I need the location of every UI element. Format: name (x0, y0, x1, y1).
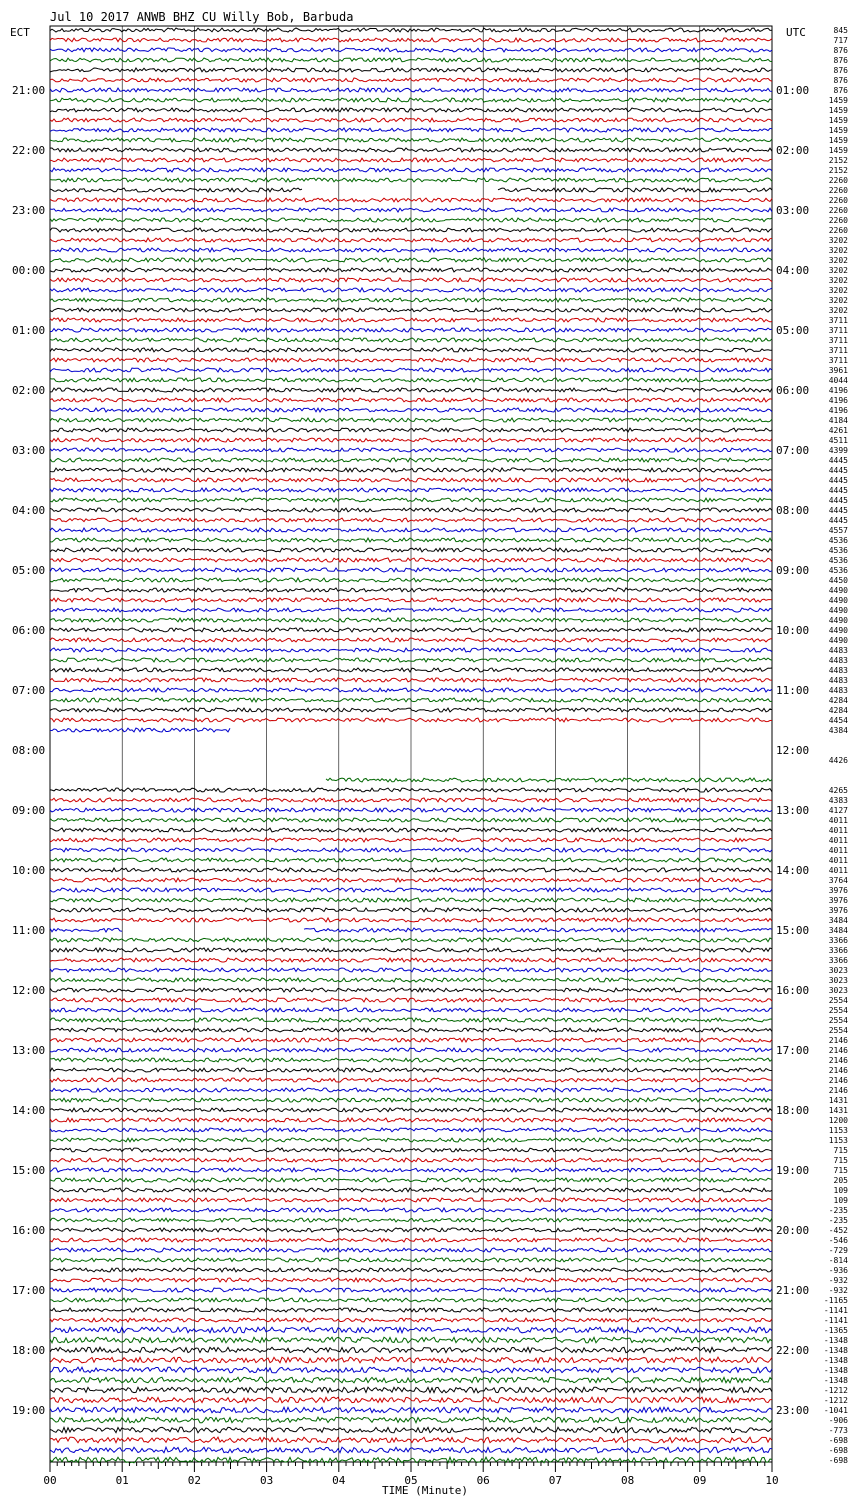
left-hour-label: 03:00 (12, 444, 46, 457)
trace-offset-label: 3484 (828, 926, 848, 935)
trace-offset-label: 4483 (828, 676, 848, 685)
trace-offset-label: 4511 (828, 436, 848, 445)
trace-offset-label: -452 (828, 1226, 848, 1235)
trace-offset-label: 3202 (828, 236, 848, 245)
trace-offset-label: 2146 (828, 1086, 848, 1095)
right-hour-label: 16:00 (776, 984, 810, 997)
right-hour-label: 01:00 (776, 84, 810, 97)
trace-offset-label: 4196 (828, 406, 848, 415)
right-hour-label: 09:00 (776, 564, 810, 577)
trace-offset-label: 3711 (828, 326, 848, 335)
trace-offset-label: -729 (828, 1246, 848, 1255)
trace-offset-label: 2146 (828, 1076, 848, 1085)
trace-offset-label: 4536 (828, 546, 848, 555)
trace-offset-label: 2146 (828, 1036, 848, 1045)
left-hour-label: 12:00 (12, 984, 46, 997)
trace-offset-label: 4426 (828, 756, 848, 765)
trace-offset-label: 4196 (828, 396, 848, 405)
trace-offset-label: 4011 (828, 856, 848, 865)
trace-offset-label: 4011 (828, 846, 848, 855)
trace-offset-label: 4445 (828, 516, 848, 525)
x-tick-label: 07 (548, 1474, 563, 1487)
hour-labels (12, 84, 809, 1417)
x-tick-label: 08 (620, 1474, 635, 1487)
right-timezone-label: UTC (786, 26, 806, 39)
trace-line (326, 778, 772, 782)
trace-offset-label: 4490 (828, 586, 848, 595)
trace-offset-label: 3023 (828, 976, 848, 985)
x-tick-label: 01 (115, 1474, 129, 1487)
trace-offset-label: 4445 (828, 496, 848, 505)
trace-offset-label: 3976 (828, 886, 848, 895)
trace-offset-labels (824, 26, 848, 1465)
right-hour-label: 18:00 (776, 1104, 810, 1117)
right-hour-label: 08:00 (776, 504, 810, 517)
right-hour-label: 10:00 (776, 624, 810, 637)
right-hour-label: 11:00 (776, 684, 810, 697)
trace-offset-label: 4011 (828, 866, 848, 875)
left-hour-label: 09:00 (12, 804, 46, 817)
trace-offset-label: 2146 (828, 1066, 848, 1075)
trace-offset-label: 2554 (828, 1006, 848, 1015)
right-hour-label: 04:00 (776, 264, 810, 277)
x-tick-label: 04 (332, 1474, 346, 1487)
x-tick-label: 05 (404, 1474, 418, 1487)
trace-offset-label: 3366 (828, 956, 848, 965)
trace-offset-label: 1431 (828, 1096, 848, 1105)
trace-offset-label: 3711 (828, 336, 848, 345)
trace-offset-label: -546 (828, 1236, 848, 1245)
trace-offset-label: 4450 (828, 576, 848, 585)
trace-offset-label: 2260 (828, 186, 848, 195)
left-hour-label: 11:00 (12, 924, 46, 937)
trace-offset-label: 4445 (828, 486, 848, 495)
x-tick-label: 03 (259, 1474, 274, 1487)
left-hour-label: 00:00 (12, 264, 46, 277)
trace-offset-label: 3023 (828, 986, 848, 995)
left-hour-label: 02:00 (12, 384, 46, 397)
right-hour-label: 05:00 (776, 324, 810, 337)
trace-offset-label: 3202 (828, 276, 848, 285)
trace-offset-label: 4483 (828, 686, 848, 695)
trace-offset-label: 205 (833, 1176, 848, 1185)
trace-offset-label: -1348 (823, 1336, 848, 1345)
left-hour-label: 08:00 (12, 744, 46, 757)
trace-offset-label: 4284 (828, 696, 848, 705)
trace-offset-label: 4261 (828, 426, 848, 435)
trace-offset-label: 2260 (828, 176, 848, 185)
trace-offset-label: -932 (828, 1286, 848, 1295)
trace-offset-label: 4399 (828, 446, 848, 455)
trace-offset-label: 4490 (828, 606, 848, 615)
trace-offset-label: 3711 (828, 316, 848, 325)
trace-offset-label: 1459 (828, 96, 848, 105)
left-hour-label: 15:00 (12, 1164, 46, 1177)
trace-offset-label: 3711 (828, 356, 848, 365)
trace-offset-label: 4011 (828, 816, 848, 825)
trace-offset-label: -1348 (823, 1376, 848, 1385)
trace-offset-label: 2260 (828, 196, 848, 205)
trace-offset-label: 4536 (828, 566, 848, 575)
trace-offset-label: 4490 (828, 596, 848, 605)
trace-offset-label: 876 (833, 56, 848, 65)
trace-offset-label: -1365 (823, 1326, 848, 1335)
trace-line (50, 728, 230, 732)
trace-offset-label: -698 (828, 1436, 848, 1445)
right-hour-label: 19:00 (776, 1164, 810, 1177)
trace-offset-label: 717 (833, 36, 848, 45)
trace-offset-label: -1041 (823, 1406, 848, 1415)
trace-offset-label: -1348 (823, 1356, 848, 1365)
x-tick-label: 10 (765, 1474, 779, 1487)
trace-offset-label: 3976 (828, 906, 848, 915)
trace-offset-label: 4384 (828, 726, 848, 735)
trace-offset-label: 4011 (828, 836, 848, 845)
trace-offset-label: -1165 (823, 1296, 848, 1305)
trace-offset-label: 4445 (828, 466, 848, 475)
left-hour-label: 16:00 (12, 1224, 46, 1237)
trace-offset-label: 3976 (828, 896, 848, 905)
left-hour-label: 22:00 (12, 144, 46, 157)
trace-offset-label: 4490 (828, 626, 848, 635)
trace-offset-label: 1153 (828, 1136, 848, 1145)
trace-offset-label: 1431 (828, 1106, 848, 1115)
left-hour-label: 05:00 (12, 564, 46, 577)
x-axis-label: TIME (Minute) (381, 1484, 469, 1497)
trace-offset-label: 4284 (828, 706, 848, 715)
trace-offset-label: 4483 (828, 666, 848, 675)
trace-offset-label: 4184 (828, 416, 848, 425)
left-hour-label: 06:00 (12, 624, 46, 637)
trace-offset-label: 3202 (828, 306, 848, 315)
right-hour-label: 14:00 (776, 864, 810, 877)
right-hour-label: 15:00 (776, 924, 810, 937)
trace-offset-label: -1141 (823, 1316, 848, 1325)
trace-offset-label: 876 (833, 86, 848, 95)
trace-offset-label: -1348 (823, 1366, 848, 1375)
trace-offset-label: 715 (833, 1166, 848, 1175)
trace-offset-label: -906 (828, 1416, 848, 1425)
trace-offset-label: -773 (828, 1426, 848, 1435)
left-hour-label: 18:00 (12, 1344, 46, 1357)
trace-offset-label: 4011 (828, 826, 848, 835)
left-hour-label: 14:00 (12, 1104, 46, 1117)
trace-offset-label: 4265 (828, 786, 848, 795)
trace-offset-label: 109 (833, 1196, 848, 1205)
trace-offset-label: 3202 (828, 296, 848, 305)
right-hour-label: 23:00 (776, 1404, 810, 1417)
trace-offset-label: 4196 (828, 386, 848, 395)
trace-offset-label: 3366 (828, 936, 848, 945)
trace-offset-label: 2554 (828, 1026, 848, 1035)
trace-offset-label: 3961 (828, 366, 848, 375)
trace-offset-label: 2260 (828, 216, 848, 225)
left-hour-label: 19:00 (12, 1404, 46, 1417)
trace-offset-label: 109 (833, 1186, 848, 1195)
left-hour-label: 07:00 (12, 684, 46, 697)
trace-offset-label: 3764 (828, 876, 848, 885)
trace-offset-label: 4445 (828, 456, 848, 465)
trace-offset-label: -814 (828, 1256, 848, 1265)
trace-offset-label: 3711 (828, 346, 848, 355)
trace-offset-label: 876 (833, 46, 848, 55)
trace-offset-label: 3202 (828, 286, 848, 295)
right-hour-label: 21:00 (776, 1284, 810, 1297)
trace-offset-label: 4483 (828, 646, 848, 655)
trace-offset-label: 4044 (828, 376, 848, 385)
right-hour-label: 22:00 (776, 1344, 810, 1357)
trace-offset-label: 876 (833, 66, 848, 75)
trace-offset-label: 2152 (828, 156, 848, 165)
right-hour-label: 06:00 (776, 384, 810, 397)
trace-offset-label: 4383 (828, 796, 848, 805)
trace-offset-label: 4536 (828, 556, 848, 565)
trace-offset-label: 3366 (828, 946, 848, 955)
right-hour-label: 12:00 (776, 744, 810, 757)
trace-offset-label: 4454 (828, 716, 848, 725)
trace-offset-label: 876 (833, 76, 848, 85)
trace-offset-label: -698 (828, 1446, 848, 1455)
trace-offset-label: -1141 (823, 1306, 848, 1315)
trace-offset-label: 4490 (828, 636, 848, 645)
left-hour-label: 23:00 (12, 204, 46, 217)
trace-offset-label: 1459 (828, 106, 848, 115)
right-hour-label: 07:00 (776, 444, 810, 457)
trace-offset-label: 3202 (828, 246, 848, 255)
left-timezone-label: ECT (10, 26, 30, 39)
x-tick-label: 06 (476, 1474, 490, 1487)
left-hour-label: 01:00 (12, 324, 46, 337)
left-hour-label: 13:00 (12, 1044, 46, 1057)
trace-offset-label: 1153 (828, 1126, 848, 1135)
x-tick-label: 09 (693, 1474, 707, 1487)
x-tick-label: 00 (43, 1474, 57, 1487)
trace-offset-label: 3202 (828, 256, 848, 265)
trace-offset-label: 845 (833, 26, 848, 35)
left-hour-label: 21:00 (12, 84, 46, 97)
trace-offset-label: 2554 (828, 996, 848, 1005)
trace-offset-label: -1212 (823, 1386, 848, 1395)
trace-offset-label: 4490 (828, 616, 848, 625)
trace-offset-label: 4445 (828, 506, 848, 515)
right-hour-label: 03:00 (776, 204, 810, 217)
x-tick-label: 02 (187, 1474, 202, 1487)
trace-offset-label: 1459 (828, 146, 848, 155)
trace-offset-label: 715 (833, 1146, 848, 1155)
trace-offset-label: 4483 (828, 656, 848, 665)
trace-offset-label: 1459 (828, 136, 848, 145)
trace-offset-label: 4536 (828, 536, 848, 545)
trace-offset-label: 3023 (828, 966, 848, 975)
trace-offset-label: 4557 (828, 526, 848, 535)
chart-title: Jul 10 2017 ANWB BHZ CU Willy Bob, Barbuda (50, 10, 354, 24)
trace-offset-label: -932 (828, 1276, 848, 1285)
right-hour-label: 13:00 (776, 804, 810, 817)
trace-offset-label: 4445 (828, 476, 848, 485)
trace-offset-label: 1459 (828, 126, 848, 135)
left-hour-label: 10:00 (12, 864, 46, 877)
right-hour-label: 17:00 (776, 1044, 810, 1057)
trace-offset-label: -235 (828, 1216, 848, 1225)
trace-offset-label: 4127 (828, 806, 848, 815)
right-hour-label: 20:00 (776, 1224, 810, 1237)
left-hour-label: 04:00 (12, 504, 46, 517)
left-hour-label: 17:00 (12, 1284, 46, 1297)
trace-offset-label: 3202 (828, 266, 848, 275)
trace-offset-label: 1459 (828, 116, 848, 125)
trace-offset-label: -936 (828, 1266, 848, 1275)
trace-offset-label: 3484 (828, 916, 848, 925)
trace-offset-label: -1348 (823, 1346, 848, 1355)
trace-offset-label: -1212 (823, 1396, 848, 1405)
trace-offset-label: 2260 (828, 226, 848, 235)
trace-offset-label: 2260 (828, 206, 848, 215)
trace-offset-label: 2152 (828, 166, 848, 175)
trace-offset-label: -235 (828, 1206, 848, 1215)
trace-offset-label: 1200 (828, 1116, 848, 1125)
trace-offset-label: 2554 (828, 1016, 848, 1025)
trace-offset-label: 715 (833, 1156, 848, 1165)
trace-offset-label: -698 (828, 1456, 848, 1465)
trace-offset-label: 2146 (828, 1046, 848, 1055)
right-hour-label: 02:00 (776, 144, 810, 157)
trace-offset-label: 2146 (828, 1056, 848, 1065)
